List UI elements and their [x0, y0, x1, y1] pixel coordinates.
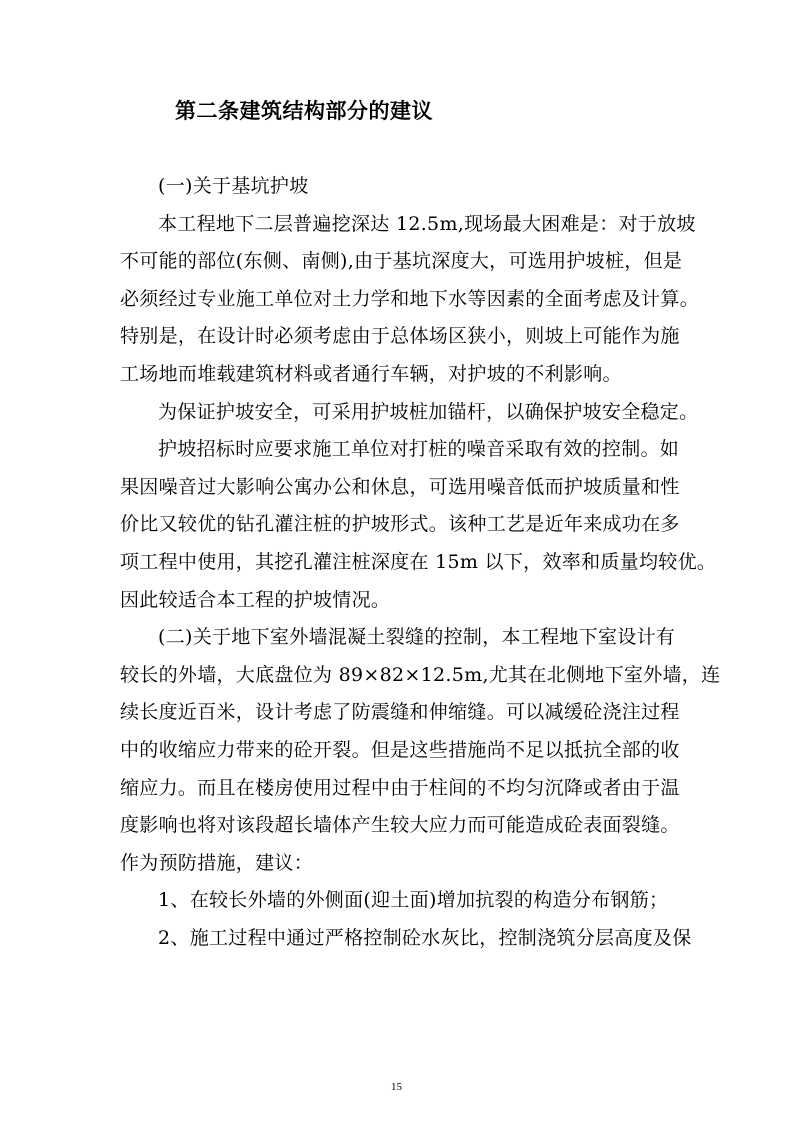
- paragraph-line: 中的收缩应力带来的砼开裂。但是这些措施尚不足以抵抗全部的收: [120, 738, 680, 761]
- paragraph-line: 必须经过专业施工单位对土力学和地下水等因素的全面考虑及计算。: [120, 287, 700, 310]
- paragraph-line: 度影响也将对该段超长墙体产生较大应力而可能造成砼表面裂缝。: [120, 814, 680, 837]
- list-item: 2、施工过程中通过严格控制砼水灰比，控制浇筑分层高度及保: [158, 926, 692, 949]
- paragraph-line: 工场地而堆载建筑材料或者通行车辆，对护坡的不利影响。: [120, 362, 622, 385]
- paragraph-line: 不可能的部位(东侧、南侧),由于基坑深度大，可选用护坡桩，但是: [120, 250, 683, 273]
- paragraph-line: 护坡招标时应要求施工单位对打桩的噪音采取有效的控制。如: [158, 438, 680, 461]
- paragraph-line: 特别是，在设计时必须考虑由于总体场区狭小，则坡上可能作为施: [120, 325, 680, 348]
- section-title: 第二条建筑结构部分的建议: [175, 99, 433, 123]
- paragraph-line: 项工程中使用，其挖孔灌注桩深度在 15m 以下，效率和质量均较优。: [120, 550, 717, 573]
- paragraph-line: 缩应力。而且在楼房使用过程中由于柱间的不均匀沉降或者由于温: [120, 776, 680, 799]
- body-text: [120, 168, 721, 957]
- paragraph-line: 作为预防措施，建议：: [120, 851, 314, 874]
- paragraph-line: 较长的外墙，大底盘位为 89×82×12.5m,尤其在北侧地下室外墙，连: [120, 663, 721, 686]
- paragraph-line: 续长度近百米，设计考虑了防震缝和伸缩缝。可以减缓砼浇注过程: [120, 701, 680, 724]
- page-number: 15: [391, 1081, 402, 1093]
- subsection-heading-2: (二)关于地下室外墙混凝土裂缝的控制，本工程地下室设计有: [158, 626, 676, 649]
- paragraph-line: 价比又较优的钻孔灌注桩的护坡形式。该种工艺是近年来成功在多: [120, 513, 680, 536]
- paragraph-line: 为保证护坡安全，可采用护坡桩加锚杆，以确保护坡安全稳定。: [158, 400, 699, 423]
- paragraph-line: 因此较适合本工程的护坡情况。: [120, 588, 391, 611]
- paragraph-line: 本工程地下二层普遍挖深达 12.5m,现场最大困难是：对于放坡: [158, 212, 696, 235]
- paragraph-line: 果因噪音过大影响公寓办公和休息，可选用噪音低而护坡质量和性: [120, 475, 680, 498]
- list-item: 1、在较长外墙的外侧面(迎土面)增加抗裂的构造分布钢筋；: [158, 889, 669, 912]
- subsection-heading-1: (一)关于基坑护坡: [158, 175, 309, 197]
